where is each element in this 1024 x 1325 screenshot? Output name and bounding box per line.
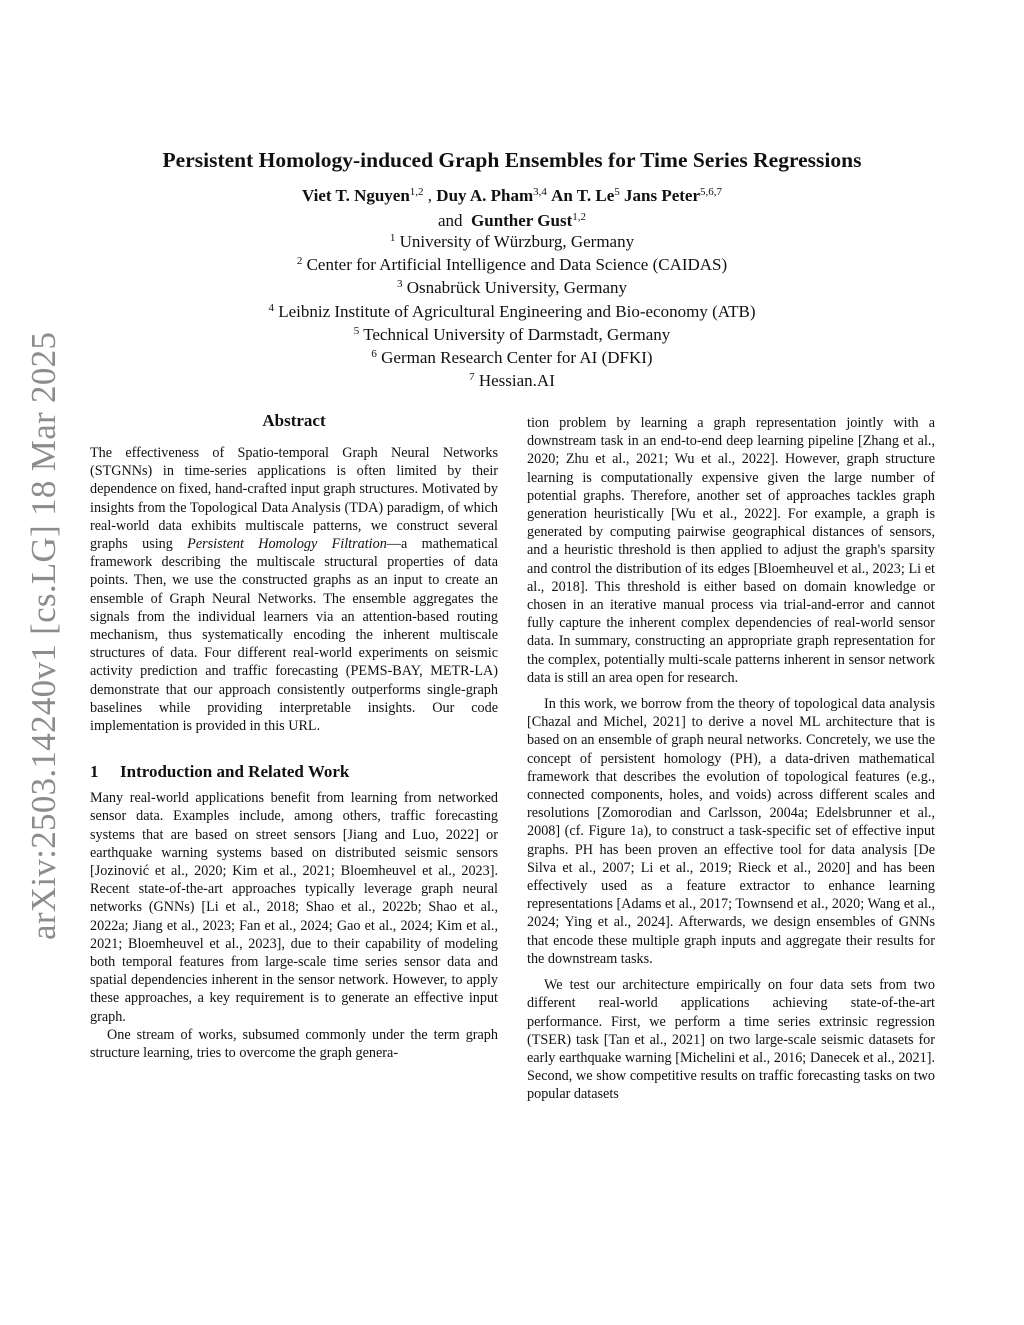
affiliation bbox=[60, 253, 964, 276]
body-paragraph: We test our architecture empirically on four data sets from two different real-world applications achieving state-of-the-art performance. First, we perform a time series extrinsic regression (TSER) task [Tan et al., 2021] on two large-scale seismic datasets for early earthquake warning [Michelini et al., 2016; Danecek et al., 2021]. Second, we show competitive results on traffic forecasting tasks on two popular datasets bbox=[527, 977, 935, 1103]
affiliation-marker: 1 bbox=[389, 232, 396, 244]
author-affil-marker: 5 bbox=[614, 186, 620, 198]
author-affil-marker: 5,6,7 bbox=[700, 186, 723, 198]
right-column bbox=[527, 414, 935, 1104]
body-paragraph: In this work, we borrow from the theory of topological data analysis [Chazal and Michel, 2021] to derive a novel ML architecture that is based on an ensemble of graph neural networks. Concretely, we use the concept of persistent homology (PH), a data-driven mathematical framework that describes the evolution of topological features (e.g., connected components, holes, and voids) across different scales and resolutions [Zomorodian and Carlsson, 2004a; Edelsbrunner et al., 2008] (cf. Figure 1a), to construct a task-specific set of effective input graphs. PH has been proven an effective tool for data analysis [De Silva et al., 2007; Li et al., 2019; Rieck et al., 2020] and has been effectively used as a feature extractor to enhance learning representations [Adams et al., 2017; Townsend et al., 2020; Wang et al., 2024; Ying et al., 2024]. Afterwards, we design ensembles of GNNs that encode these multiple graph inputs and aggregate their results for the downstream tasks. bbox=[527, 696, 935, 967]
author-name: An T. Le bbox=[551, 186, 615, 205]
body-paragraph-continued: tion problem by learning a graph representation jointly with a downstream task in an end-to-end deep learning pipeline [Zhang et al., 2020; Zhu et al., 2021; Wu et al., 2022]. However, graph structure learning is computationally expensive given the large number of potential graphs. Therefore, another set of approaches tackles graph generation heuristically [Wu et al., 2022]. For example, a graph is generated by computing pairwise geographical distances of sensors, and a heuristic threshold is then applied to adjust the graph's sparsity and control the distribution of its edges [Bloemheuvel et al., 2023; Li et al., 2018]. This threshold is either based on domain knowledge or chosen in an iterative manual process via trial-and-error and cannot fully capture the inherent complex dependencies of real-world sensor data. In summary, constructing an appropriate graph representation for the complex, potentially multi-scale patterns inherent in sensor network data is still an area open for research. bbox=[527, 415, 935, 686]
author-list bbox=[60, 183, 964, 233]
affiliation-marker: 5 bbox=[353, 324, 360, 337]
author-affil-marker: 1,2 bbox=[572, 211, 587, 223]
affiliation-marker: 7 bbox=[469, 371, 475, 384]
affiliation-text: Osnabrück University, Germany bbox=[406, 278, 628, 298]
author-name: Viet T. Nguyen bbox=[301, 186, 410, 205]
affiliation-text: German Research Center for AI (DFKI) bbox=[381, 348, 653, 368]
abstract-emphasis: Persistent Homology Filtration bbox=[187, 536, 387, 553]
section-number: 1 bbox=[90, 762, 99, 782]
body-paragraph: Many real-world applications benefit from learning from networked sensor data. Examples include, among others, traffic forecasting systems that are based on street sensors [Jiang and Luo, 2022] or earthquake warning systems based on distributed seismic sensors [Jozinović et al., 2020; Kim et al., 2021; Bloemheuvel et al., 2023]. Recent state-of-the-art approaches typically leverage graph neural networks (GNNs) [Li et al., 2018; Shao et al., 2022b; Shao et al., 2022a; Jiang et al., 2023; Fan et al., 2024; Gao et al., 2024; Kim et al., 2021; Bloemheuvel et al., 2023], due to their capability of modeling both temporal features from large-scale time series sensor data and spatial dependencies inherent in the sensor network. However, to apply these approaches, a key requirement is to generate an effective input graph. bbox=[90, 790, 498, 1025]
affiliation bbox=[60, 276, 964, 299]
affiliation-marker: 4 bbox=[268, 301, 274, 314]
affiliation-list bbox=[60, 230, 964, 392]
affiliation-marker: 3 bbox=[396, 278, 403, 291]
affiliation bbox=[60, 300, 964, 323]
body-paragraph: One stream of works, subsumed commonly under the term graph structure learning, tries to overcome the graph genera- bbox=[90, 1026, 498, 1062]
affiliation bbox=[60, 323, 964, 346]
affiliation bbox=[60, 230, 964, 253]
affiliation-text: University of Würzburg, Germany bbox=[399, 232, 635, 251]
author-name: Jans Peter bbox=[624, 186, 701, 205]
author-line-1 bbox=[60, 183, 964, 208]
left-column bbox=[90, 410, 498, 1062]
author-affil-marker: 1,2 bbox=[409, 186, 424, 198]
author-separator: , bbox=[423, 186, 437, 205]
author-affil-marker: 3,4 bbox=[533, 186, 547, 198]
section-title: Introduction and Related Work bbox=[120, 762, 350, 782]
affiliation-text: Center for Artificial Intelligence and Data Science (CAIDAS) bbox=[306, 255, 728, 275]
affiliation-text: Technical University of Darmstadt, Germany bbox=[363, 324, 671, 344]
author-conjunction: and bbox=[437, 211, 463, 230]
abstract-text-part: The effectiveness of Spatio-temporal Graph Neural Networks (STGNNs) in time-series applications is often limited by their dependence on fixed, hand-crafted input graph structures. Motivated by insights from the Topological Data Analysis (TDA) paradigm, of which real-world data exhibits multiscale patterns, we construct several graphs using bbox=[90, 445, 498, 553]
paper-title: Persistent Homology-induced Graph Ensembles for Time Series Regressions bbox=[162, 148, 862, 172]
affiliation bbox=[60, 369, 964, 392]
abstract-heading: Abstract bbox=[262, 411, 326, 430]
section-heading bbox=[90, 761, 498, 783]
author-name: Gunther Gust bbox=[471, 211, 573, 230]
affiliation-marker: 2 bbox=[296, 255, 303, 268]
affiliation-marker: 6 bbox=[371, 348, 377, 361]
author-name: Duy A. Pham bbox=[436, 186, 534, 205]
affiliation bbox=[60, 346, 964, 369]
arxiv-identifier: arXiv:2503.14240v1 [cs.LG] 18 Mar 2025 bbox=[24, 331, 63, 940]
abstract-text-part: —a mathematical framework describing the multiscale structural properties of data points. Then, we use the constructed graphs as an input to create an ensemble of Graph Neural Networks. The ensemble aggregates the signals from the individual learners via an attention-based routing mechanism, thus systematically encoding the inherent multiscale structures of data. Four different real-world experiments on seismic activity prediction and traffic forecasting (PEMS-BAY, METR-LA) demonstrate that our approach consistently outperforms single-graph baselines while providing interpretable insights. Our code implementation is provided in this URL. bbox=[90, 536, 498, 735]
affiliation-text: Leibniz Institute of Agricultural Engineering and Bio-economy (ATB) bbox=[278, 301, 756, 321]
abstract-text bbox=[90, 444, 498, 735]
affiliation-text: Hessian.AI bbox=[478, 371, 555, 391]
